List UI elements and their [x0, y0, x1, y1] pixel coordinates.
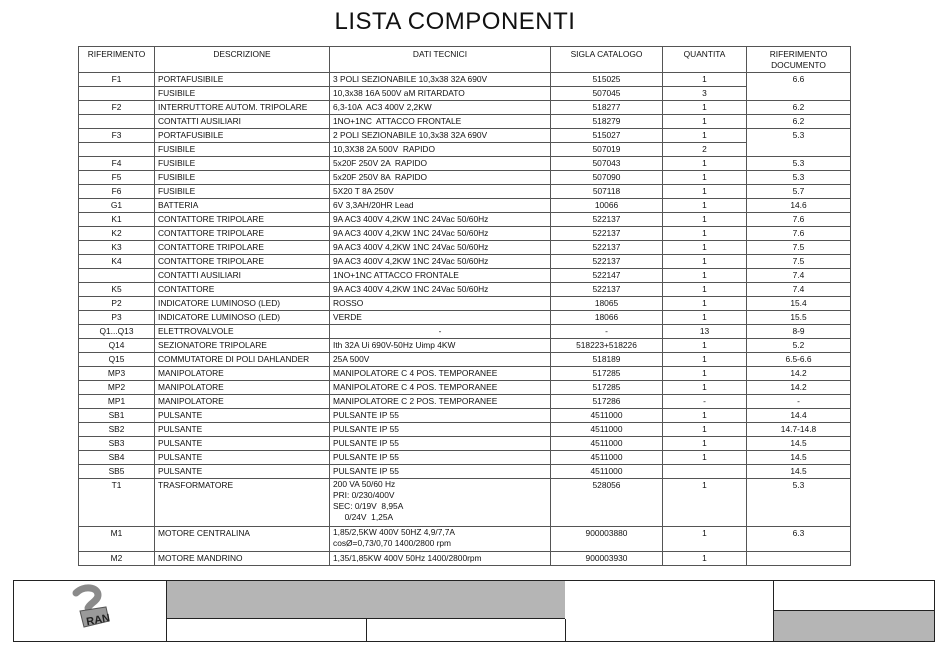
cell-tech: [330, 255, 551, 269]
cell-sigla: 4511000: [551, 409, 663, 423]
cell-ref: SB5: [79, 465, 155, 479]
tech-line: 9A AC3 400V 4,2KW 1NC 24Vac 50/60Hz: [333, 284, 489, 294]
cell-ref: SB1: [79, 409, 155, 423]
cell-tech: [330, 171, 551, 185]
cell-doc: [747, 552, 851, 566]
cell-desc: CONTATTORE TRIPOLARE: [155, 255, 330, 269]
tech-line: Ith 32A Ui 690V-50Hz Uimp 4KW: [333, 340, 456, 350]
table-header-row: [79, 47, 851, 73]
cell-desc: PULSANTE: [155, 437, 330, 451]
logo-cell: [14, 581, 167, 641]
cell-qty: 1: [663, 437, 747, 451]
tech-line: PULSANTE IP 55: [333, 466, 399, 476]
cell-ref: G1: [79, 199, 155, 213]
cell-ref: K1: [79, 213, 155, 227]
cell-desc: BATTERIA: [155, 199, 330, 213]
cell-sigla: -: [551, 325, 663, 339]
header-qty: QUANTITA: [663, 47, 747, 73]
cell-tech: [330, 157, 551, 171]
cell-tech: [330, 381, 551, 395]
cell-doc: 5.3: [747, 157, 851, 171]
cell-tech: [330, 101, 551, 115]
cell-desc: CONTATTORE TRIPOLARE: [155, 213, 330, 227]
tech-line: cosØ=0,73/0,70 1400/2800 rpm: [333, 538, 452, 548]
table-row: [79, 395, 851, 409]
cell-doc: 5.3: [747, 479, 851, 527]
table-row: [79, 115, 851, 129]
cell-sigla: 507043: [551, 157, 663, 171]
cell-ref: Q14: [79, 339, 155, 353]
table-row: [79, 465, 851, 479]
table-row: [79, 479, 851, 527]
title-block-cell-b: [367, 619, 566, 641]
cell-ref: T1: [79, 479, 155, 527]
table-row: [79, 283, 851, 297]
cell-qty: 1: [663, 213, 747, 227]
cell-doc: 7.4: [747, 269, 851, 283]
title-block-grey-cell: [167, 581, 565, 619]
cell-tech: [330, 73, 551, 87]
cell-ref: P2: [79, 297, 155, 311]
cell-sigla: 900003930: [551, 552, 663, 566]
cell-desc: MOTORE CENTRALINA: [155, 527, 330, 552]
tech-line: PULSANTE IP 55: [333, 452, 399, 462]
cell-qty: 1: [663, 297, 747, 311]
cell-doc: 14.5: [747, 465, 851, 479]
cell-desc: COMMUTATORE DI POLI DAHLANDER: [155, 353, 330, 367]
cell-desc: MANIPOLATORE: [155, 395, 330, 409]
table-row: [79, 339, 851, 353]
cell-qty: -: [663, 395, 747, 409]
cell-qty: 1: [663, 423, 747, 437]
cell-sigla: 515025: [551, 73, 663, 87]
tech-line: 9A AC3 400V 4,2KW 1NC 24Vac 50/60Hz: [333, 242, 489, 252]
table-row: [79, 171, 851, 185]
header-ref: RIFERIMENTO: [79, 47, 155, 73]
cell-doc: 6.2: [747, 115, 851, 129]
company-logo: [14, 581, 166, 641]
cell-desc: PORTAFUSIBILE: [155, 73, 330, 87]
cell-sigla: 4511000: [551, 451, 663, 465]
cell-ref: M2: [79, 552, 155, 566]
cell-desc: TRASFORMATORE: [155, 479, 330, 527]
cell-ref: Q1...Q13: [79, 325, 155, 339]
cell-ref: K5: [79, 283, 155, 297]
cell-tech: [330, 87, 551, 101]
cell-ref: MP2: [79, 381, 155, 395]
cell-desc: CONTATTORE: [155, 283, 330, 297]
cell-doc: 6.5-6.6: [747, 353, 851, 367]
cell-doc: 14.2: [747, 381, 851, 395]
header-desc: DESCRIZIONE: [155, 47, 330, 73]
cell-sigla: 518223+518226: [551, 339, 663, 353]
table-row: [79, 143, 851, 157]
cell-qty: 1: [663, 479, 747, 527]
tech-line: 1,85/2,5KW 400V 50HZ 4,9/7,7A: [333, 527, 455, 537]
page-title: LISTA COMPONENTI: [334, 8, 576, 35]
cell-desc: PULSANTE: [155, 409, 330, 423]
tech-line: 1NO+1NC ATTACCO FRONTALE: [333, 270, 459, 280]
header-doc-line2: DOCUMENTO: [771, 60, 826, 70]
cell-desc: CONTATTI AUSILIARI: [155, 115, 330, 129]
cell-qty: 1: [663, 311, 747, 325]
cell-desc: FUSIBILE: [155, 157, 330, 171]
cell-desc: PULSANTE: [155, 423, 330, 437]
table-row: [79, 73, 851, 87]
cell-doc: 7.6: [747, 213, 851, 227]
cell-ref: K3: [79, 241, 155, 255]
tech-line: -: [438, 326, 442, 336]
cell-tech: [330, 437, 551, 451]
cell-ref: Q15: [79, 353, 155, 367]
cell-qty: 1: [663, 255, 747, 269]
cell-sigla: 522137: [551, 241, 663, 255]
table-row: [79, 101, 851, 115]
cell-sigla: 517285: [551, 367, 663, 381]
title-block-cell-right-grey: [774, 611, 934, 641]
cell-doc: 14.7-14.8: [747, 423, 851, 437]
cell-desc: FUSIBILE: [155, 143, 330, 157]
table-row: [79, 213, 851, 227]
cell-tech: [330, 115, 551, 129]
cell-doc: 6.3: [747, 527, 851, 552]
tech-line: 1NO+1NC ATTACCO FRONTALE: [333, 116, 462, 126]
cell-desc: MANIPOLATORE: [155, 367, 330, 381]
table-row: [79, 423, 851, 437]
cell-qty: 1: [663, 185, 747, 199]
cell-tech: [330, 269, 551, 283]
tech-line: MANIPOLATORE C 2 POS. TEMPORANEE: [333, 396, 498, 406]
table-row: [79, 353, 851, 367]
cell-qty: 1: [663, 157, 747, 171]
cell-doc: 5.7: [747, 185, 851, 199]
cell-tech: [330, 283, 551, 297]
cell-sigla: 515027: [551, 129, 663, 143]
tech-line: 5x20F 250V 2A RAPIDO: [333, 158, 428, 168]
cell-doc: 6.2: [747, 101, 851, 115]
cell-tech: [330, 213, 551, 227]
cell-tech: [330, 325, 551, 339]
table-row: [79, 227, 851, 241]
cell-tech: [330, 527, 551, 552]
tech-line: 10,3X38 2A 500V RAPIDO: [333, 144, 435, 154]
cell-qty: 1: [663, 353, 747, 367]
cell-qty: 3: [663, 87, 747, 101]
title-block-cell-mid: [566, 581, 774, 641]
cell-ref: F6: [79, 185, 155, 199]
table-row: [79, 311, 851, 325]
cell-sigla: 18065: [551, 297, 663, 311]
cell-qty: 1: [663, 451, 747, 465]
table-row: [79, 527, 851, 552]
cell-qty: 1: [663, 199, 747, 213]
cell-sigla: 518189: [551, 353, 663, 367]
cell-desc: CONTATTORE TRIPOLARE: [155, 241, 330, 255]
cell-sigla: 522137: [551, 255, 663, 269]
cell-ref: K2: [79, 227, 155, 241]
table-row: [79, 255, 851, 269]
tech-line: PULSANTE IP 55: [333, 424, 399, 434]
header-doc-line1: RIFERIMENTO: [769, 49, 828, 59]
cell-desc: FUSIBILE: [155, 185, 330, 199]
cell-sigla: 507045: [551, 87, 663, 101]
cell-tech: [330, 451, 551, 465]
cell-tech: [330, 395, 551, 409]
cell-tech: [330, 143, 551, 157]
title-block-cell-a: [167, 619, 367, 641]
cell-tech: [330, 297, 551, 311]
cell-ref: F3: [79, 129, 155, 143]
cell-qty: 1: [663, 409, 747, 423]
cell-ref: M1: [79, 527, 155, 552]
cell-qty: 1: [663, 241, 747, 255]
cell-sigla: 10066: [551, 199, 663, 213]
cell-desc: INDICATORE LUMINOSO (LED): [155, 311, 330, 325]
cell-qty: 1: [663, 129, 747, 143]
tech-line: 25A 500V: [333, 354, 370, 364]
cell-desc: PULSANTE: [155, 465, 330, 479]
header-sigla: SIGLA CATALOGO: [551, 47, 663, 73]
cell-sigla: 517286: [551, 395, 663, 409]
table-row: [79, 367, 851, 381]
tech-line: 200 VA 50/60 Hz: [333, 479, 396, 489]
cell-doc: 7.4: [747, 283, 851, 297]
cell-desc: SEZIONATORE TRIPOLARE: [155, 339, 330, 353]
cell-sigla: 518279: [551, 115, 663, 129]
cell-qty: [663, 465, 747, 479]
cell-doc: 5.3: [747, 171, 851, 185]
table-row: [79, 325, 851, 339]
cell-ref: F5: [79, 171, 155, 185]
cell-qty: 1: [663, 339, 747, 353]
cell-qty: 1: [663, 227, 747, 241]
cell-doc: 14.5: [747, 437, 851, 451]
cell-ref: MP1: [79, 395, 155, 409]
cell-qty: 1: [663, 101, 747, 115]
cell-sigla: 4511000: [551, 437, 663, 451]
cell-doc: 7.5: [747, 241, 851, 255]
cell-ref: SB3: [79, 437, 155, 451]
cell-ref: F4: [79, 157, 155, 171]
logo-text: RAN: [85, 612, 111, 629]
table-row: [79, 157, 851, 171]
cell-doc: 14.6: [747, 199, 851, 213]
table-row: [79, 241, 851, 255]
cell-doc: 6.6: [747, 73, 851, 101]
table-row: [79, 87, 851, 101]
table-row: [79, 437, 851, 451]
cell-doc: 14.5: [747, 451, 851, 465]
cell-doc: 14.2: [747, 367, 851, 381]
cell-desc: INTERRUTTORE AUTOM. TRIPOLARE: [155, 101, 330, 115]
cell-sigla: 518277: [551, 101, 663, 115]
cell-qty: 1: [663, 552, 747, 566]
cell-tech: [330, 129, 551, 143]
cell-qty: 13: [663, 325, 747, 339]
cell-ref: [79, 143, 155, 157]
cell-doc: 7.5: [747, 255, 851, 269]
cell-tech: [330, 552, 551, 566]
cell-tech: [330, 241, 551, 255]
cell-ref: [79, 115, 155, 129]
cell-qty: 1: [663, 269, 747, 283]
cell-doc: 5.3: [747, 129, 851, 157]
tech-line: 0/24V 1,25A: [333, 512, 394, 522]
table-row: [79, 451, 851, 465]
cell-sigla: 507090: [551, 171, 663, 185]
title-block-cell-right-top: [774, 581, 934, 611]
cell-doc: 15.5: [747, 311, 851, 325]
tech-line: VERDE: [333, 312, 362, 322]
cell-ref: SB4: [79, 451, 155, 465]
cell-qty: 1: [663, 381, 747, 395]
cell-tech: [330, 185, 551, 199]
cell-sigla: 900003880: [551, 527, 663, 552]
cell-desc: CONTATTI AUSILIARI: [155, 269, 330, 283]
table-row: [79, 381, 851, 395]
cell-sigla: 18066: [551, 311, 663, 325]
table-row: [79, 409, 851, 423]
tech-line: PULSANTE IP 55: [333, 410, 399, 420]
tech-line: PULSANTE IP 55: [333, 438, 399, 448]
cell-ref: K4: [79, 255, 155, 269]
cell-desc: PORTAFUSIBILE: [155, 129, 330, 143]
cell-doc: 7.6: [747, 227, 851, 241]
cell-qty: 1: [663, 73, 747, 87]
tech-line: 9A AC3 400V 4,2KW 1NC 24Vac 50/60Hz: [333, 214, 489, 224]
cell-sigla: 522137: [551, 213, 663, 227]
cell-doc: 15.4: [747, 297, 851, 311]
cell-sigla: 522137: [551, 227, 663, 241]
cell-desc: ELETTROVALVOLE: [155, 325, 330, 339]
cell-ref: [79, 269, 155, 283]
table-row: [79, 199, 851, 213]
cell-desc: MANIPOLATORE: [155, 381, 330, 395]
tech-line: 5x20F 250V 8A RAPIDO: [333, 172, 428, 182]
cell-sigla: 507019: [551, 143, 663, 157]
tech-line: 6V 3,3AH/20HR Lead: [333, 200, 414, 210]
tech-line: 9A AC3 400V 4,2KW 1NC 24Vac 50/60Hz: [333, 228, 489, 238]
cell-ref: F1: [79, 73, 155, 87]
cell-sigla: 4511000: [551, 423, 663, 437]
cell-sigla: 528056: [551, 479, 663, 527]
cell-sigla: 4511000: [551, 465, 663, 479]
cell-tech: [330, 199, 551, 213]
cell-tech: [330, 465, 551, 479]
table-row: [79, 129, 851, 143]
tech-line: SEC: 0/19V 8,95A: [333, 501, 404, 511]
table-row: [79, 269, 851, 283]
cell-ref: F2: [79, 101, 155, 115]
cell-desc: PULSANTE: [155, 451, 330, 465]
table-row: [79, 552, 851, 566]
cell-tech: [330, 367, 551, 381]
table-row: [79, 185, 851, 199]
cell-qty: 1: [663, 171, 747, 185]
cell-tech: [330, 353, 551, 367]
cell-tech: [330, 479, 551, 527]
title-block: [13, 580, 935, 642]
cell-desc: MOTORE MANDRINO: [155, 552, 330, 566]
cell-qty: 1: [663, 367, 747, 381]
cell-qty: 1: [663, 115, 747, 129]
tech-line: 10,3x38 16A 500V aM RITARDATO: [333, 88, 465, 98]
cell-tech: [330, 339, 551, 353]
table-row: [79, 297, 851, 311]
tech-line: PRI: 0/230/400V: [333, 490, 395, 500]
header-tech: DATI TECNICI: [330, 47, 551, 73]
cell-tech: [330, 227, 551, 241]
cell-qty: 1: [663, 527, 747, 552]
cell-ref: MP3: [79, 367, 155, 381]
tech-line: 2 POLI SEZIONABILE 10,3x38 32A 690V: [333, 130, 488, 140]
cell-desc: CONTATTORE TRIPOLARE: [155, 227, 330, 241]
cell-ref: [79, 87, 155, 101]
cell-tech: [330, 311, 551, 325]
cell-sigla: 522147: [551, 269, 663, 283]
cell-ref: SB2: [79, 423, 155, 437]
tech-line: MANIPOLATORE C 4 POS. TEMPORANEE: [333, 368, 498, 378]
tech-line: 6,3-10A AC3 400V 2,2KW: [333, 102, 432, 112]
cell-desc: INDICATORE LUMINOSO (LED): [155, 297, 330, 311]
tech-line: 3 POLI SEZIONABILE 10,3x38 32A 690V: [333, 74, 488, 84]
cell-ref: P3: [79, 311, 155, 325]
tech-line: 5X20 T 8A 250V: [333, 186, 394, 196]
cell-desc: FUSIBILE: [155, 87, 330, 101]
tech-line: 1,35/1,85KW 400V 50Hz 1400/2800rpm: [333, 553, 482, 563]
components-table: [78, 46, 851, 566]
tech-line: ROSSO: [333, 298, 364, 308]
tech-line: MANIPOLATORE C 4 POS. TEMPORANEE: [333, 382, 498, 392]
cell-qty: 1: [663, 283, 747, 297]
tech-line: 9A AC3 400V 4,2KW 1NC 24Vac 50/60Hz: [333, 256, 489, 266]
cell-sigla: 522137: [551, 283, 663, 297]
cell-tech: [330, 409, 551, 423]
cell-sigla: 507118: [551, 185, 663, 199]
cell-sigla: 517285: [551, 381, 663, 395]
cell-doc: 8-9: [747, 325, 851, 339]
cell-doc: 5.2: [747, 339, 851, 353]
cell-doc: -: [747, 395, 851, 409]
cell-tech: [330, 423, 551, 437]
header-doc: [747, 47, 851, 73]
cell-doc: 14.4: [747, 409, 851, 423]
cell-desc: FUSIBILE: [155, 171, 330, 185]
cell-qty: 2: [663, 143, 747, 157]
